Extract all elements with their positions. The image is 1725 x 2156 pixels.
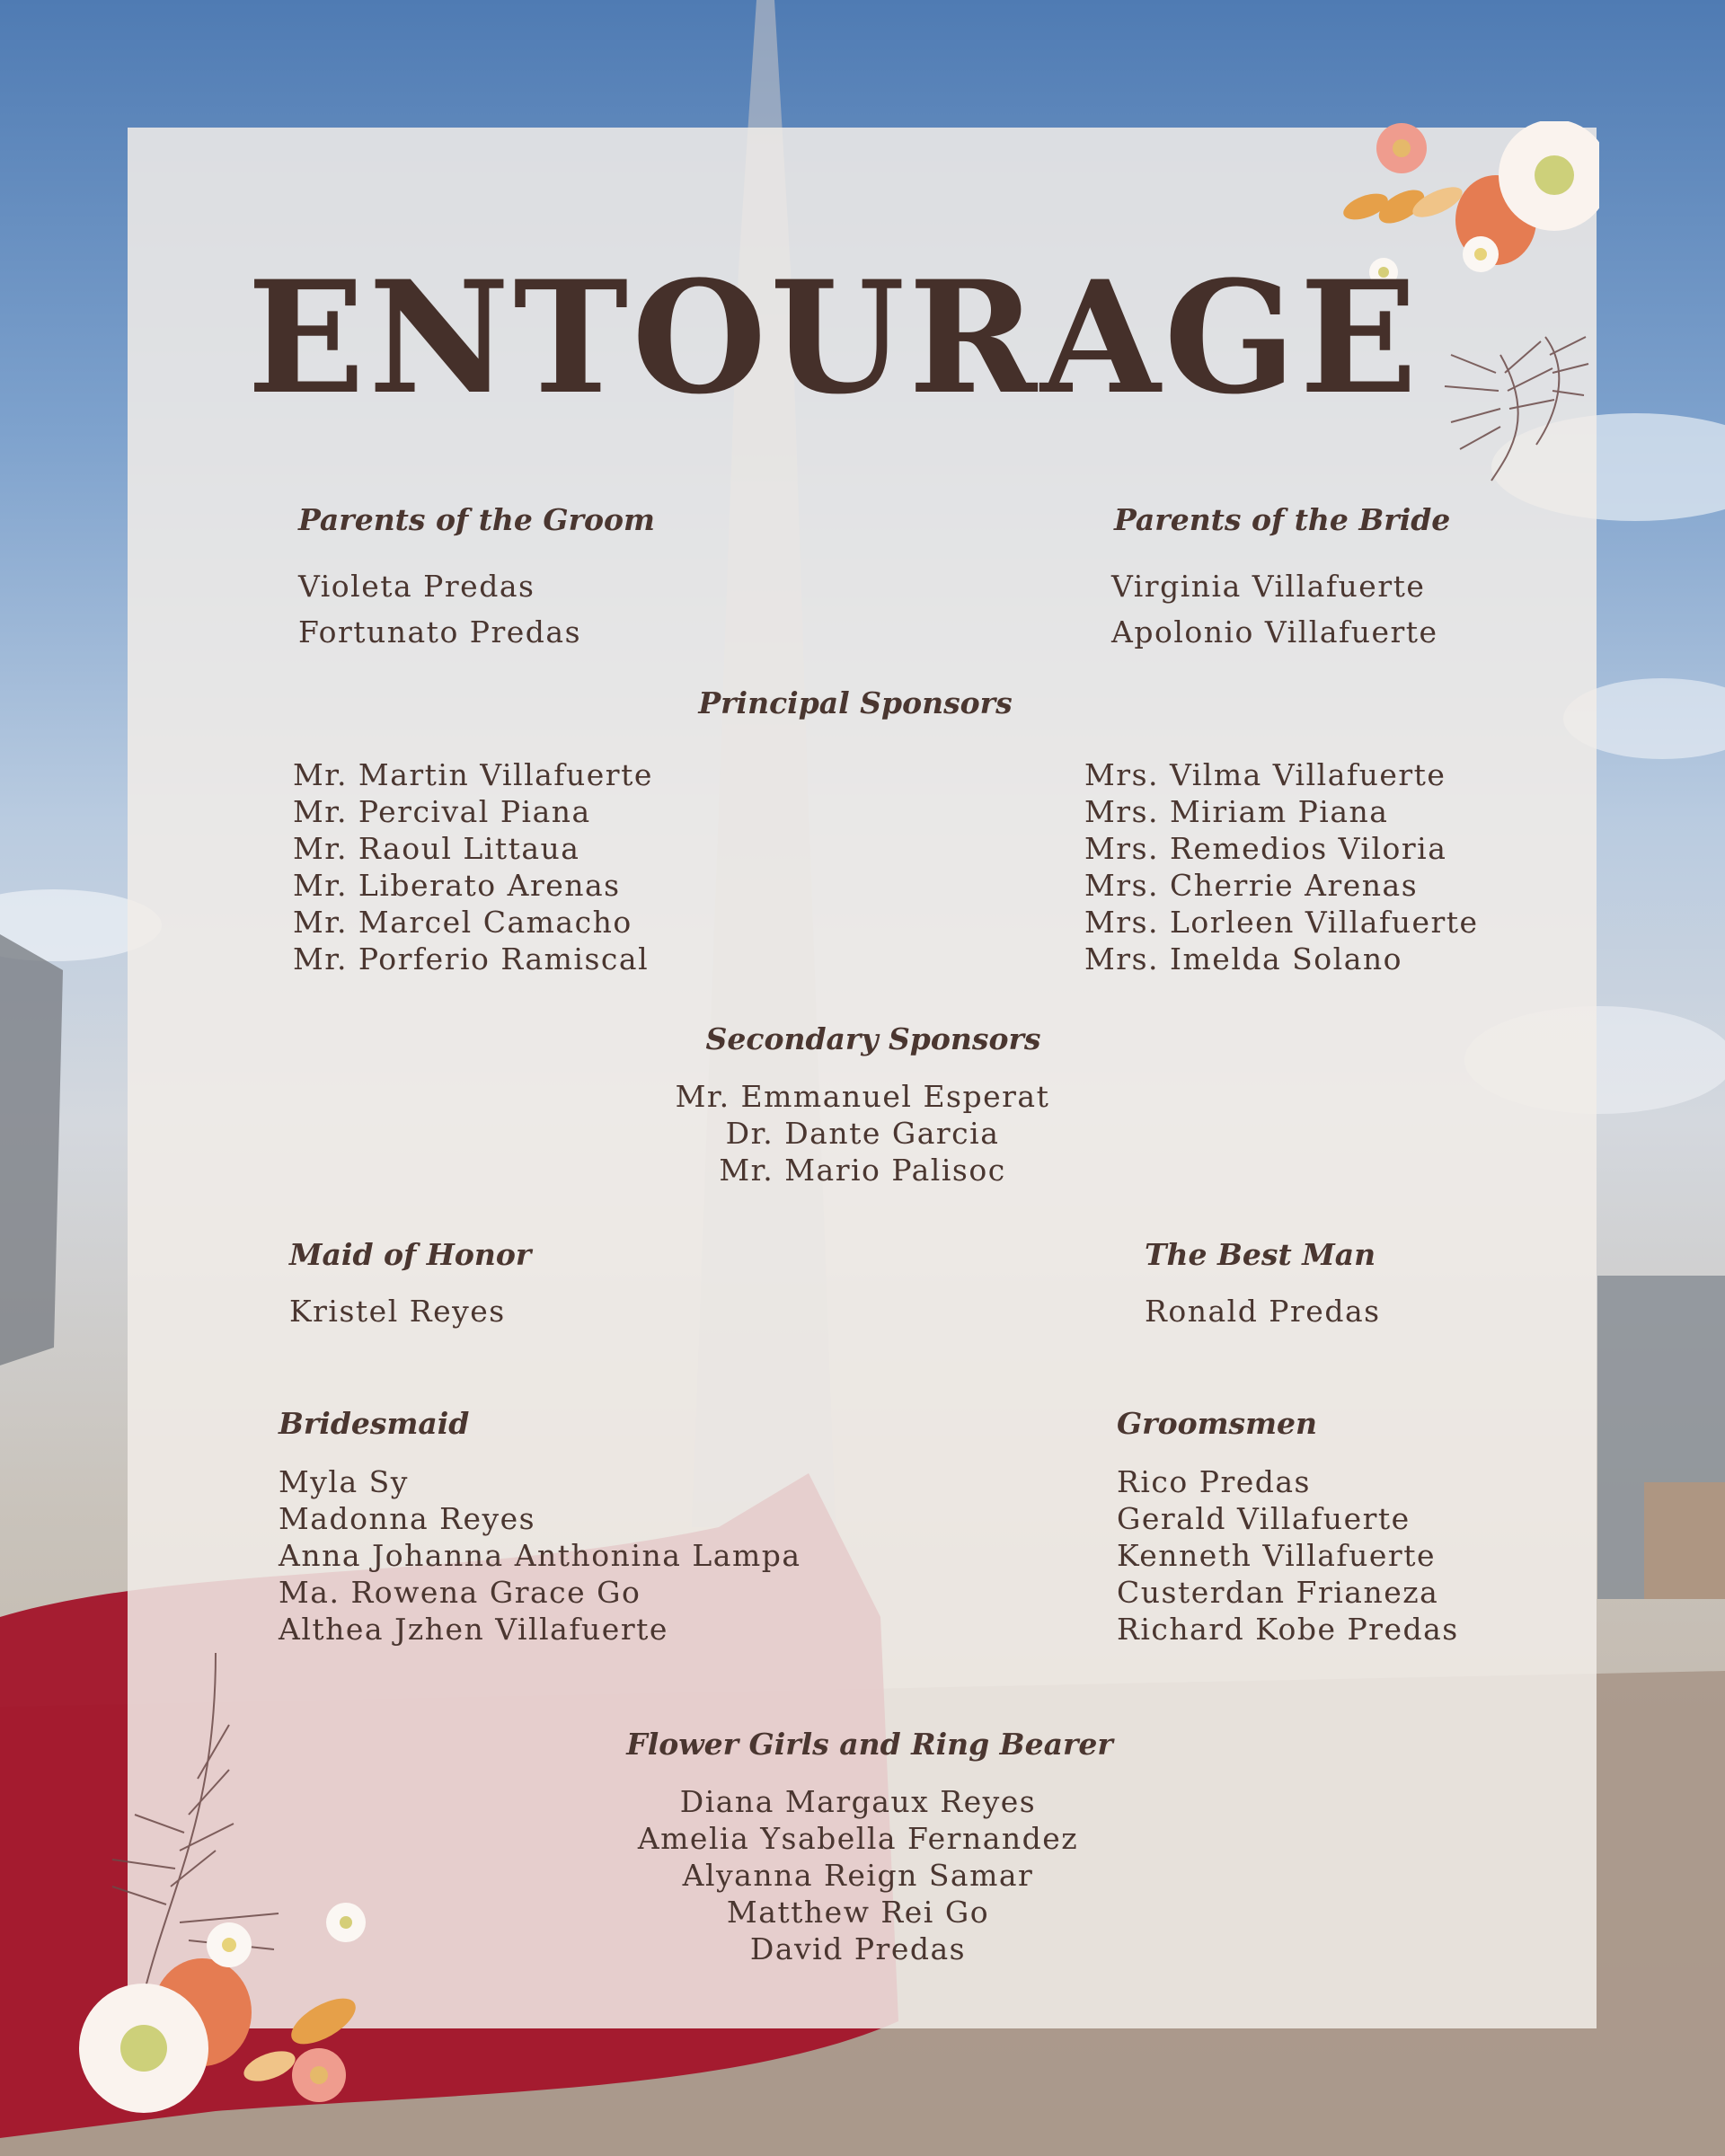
bridesmaid-heading: Bridesmaid xyxy=(279,1406,470,1441)
best-man-heading: The Best Man xyxy=(1145,1237,1376,1272)
list-item: Mrs. Cherrie Arenas xyxy=(1084,868,1419,903)
list-item: Diana Margaux Reyes xyxy=(679,1784,1037,1819)
list-item: Kristel Reyes xyxy=(289,1294,506,1329)
list-item: Violeta Predas xyxy=(298,569,535,604)
list-item: Ma. Rowena Grace Go xyxy=(279,1575,641,1610)
list-item: Ronald Predas xyxy=(1145,1294,1381,1329)
list-item: Gerald Villafuerte xyxy=(1117,1501,1411,1536)
list-item: Kenneth Villafuerte xyxy=(1117,1538,1436,1573)
list-item: Fortunato Predas xyxy=(298,614,582,649)
list-item: Richard Kobe Predas xyxy=(1117,1612,1459,1647)
secondary-sponsors-list xyxy=(676,1078,1050,1188)
list-item: Madonna Reyes xyxy=(279,1501,536,1536)
list-item: Mr. Porferio Ramiscal xyxy=(293,941,650,976)
parents-groom-heading: Parents of the Groom xyxy=(298,502,655,537)
principal-sponsors-left-list xyxy=(293,756,653,977)
list-item: Mrs. Remedios Viloria xyxy=(1084,831,1447,866)
parents-groom-list xyxy=(298,563,581,655)
maid-of-honor-heading: Maid of Honor xyxy=(289,1237,532,1272)
list-item: Mr. Martin Villafuerte xyxy=(293,757,653,792)
list-item: Virginia Villafuerte xyxy=(1111,569,1426,604)
groomsmen-heading: Groomsmen xyxy=(1117,1406,1317,1441)
list-item: Matthew Rei Go xyxy=(726,1895,990,1930)
list-item: Mr. Emmanuel Esperat xyxy=(675,1079,1050,1114)
list-item: Mrs. Vilma Villafuerte xyxy=(1084,757,1446,792)
best-man-list xyxy=(1145,1293,1381,1330)
list-item: Mrs. Imelda Solano xyxy=(1084,941,1403,976)
title-text: ENTOURAGE xyxy=(247,246,1421,429)
list-item: Mr. Percival Piana xyxy=(293,794,591,829)
secondary-sponsors-heading: Secondary Sponsors xyxy=(705,1021,1041,1056)
floral-corner-bottom-left xyxy=(36,1653,449,2120)
bridesmaid-list xyxy=(279,1463,801,1648)
principal-sponsors-heading: Principal Sponsors xyxy=(698,685,1013,720)
parents-bride-heading: Parents of the Bride xyxy=(1114,502,1451,537)
list-item: Anna Johanna Anthonina Lampa xyxy=(279,1538,801,1573)
flower-girls-list xyxy=(638,1783,1078,1967)
groomsmen-list xyxy=(1117,1463,1459,1648)
list-item: Mr. Mario Palisoc xyxy=(719,1153,1006,1188)
principal-sponsors-right-list xyxy=(1084,756,1479,977)
list-item: David Predas xyxy=(749,1931,967,1966)
parents-bride-list xyxy=(1111,563,1438,655)
list-item: Alyanna Reign Samar xyxy=(682,1858,1034,1893)
list-item: Althea Jzhen Villafuerte xyxy=(279,1612,668,1647)
flower-girls-heading: Flower Girls and Ring Bearer xyxy=(626,1727,1113,1762)
list-item: Mr. Marcel Camacho xyxy=(293,905,632,940)
list-item: Dr. Dante Garcia xyxy=(725,1116,1000,1151)
list-item: Mrs. Lorleen Villafuerte xyxy=(1084,905,1479,940)
list-item: Myla Sy xyxy=(279,1464,409,1499)
list-item: Amelia Ysabella Fernandez xyxy=(637,1821,1079,1856)
list-item: Mr. Liberato Arenas xyxy=(293,868,621,903)
list-item: Custerdan Frianeza xyxy=(1117,1575,1439,1610)
maid-of-honor-list xyxy=(289,1293,506,1330)
list-item: Mrs. Miriam Piana xyxy=(1084,794,1389,829)
list-item: Mr. Raoul Littaua xyxy=(293,831,580,866)
list-item: Apolonio Villafuerte xyxy=(1111,614,1438,649)
list-item: Rico Predas xyxy=(1117,1464,1311,1499)
